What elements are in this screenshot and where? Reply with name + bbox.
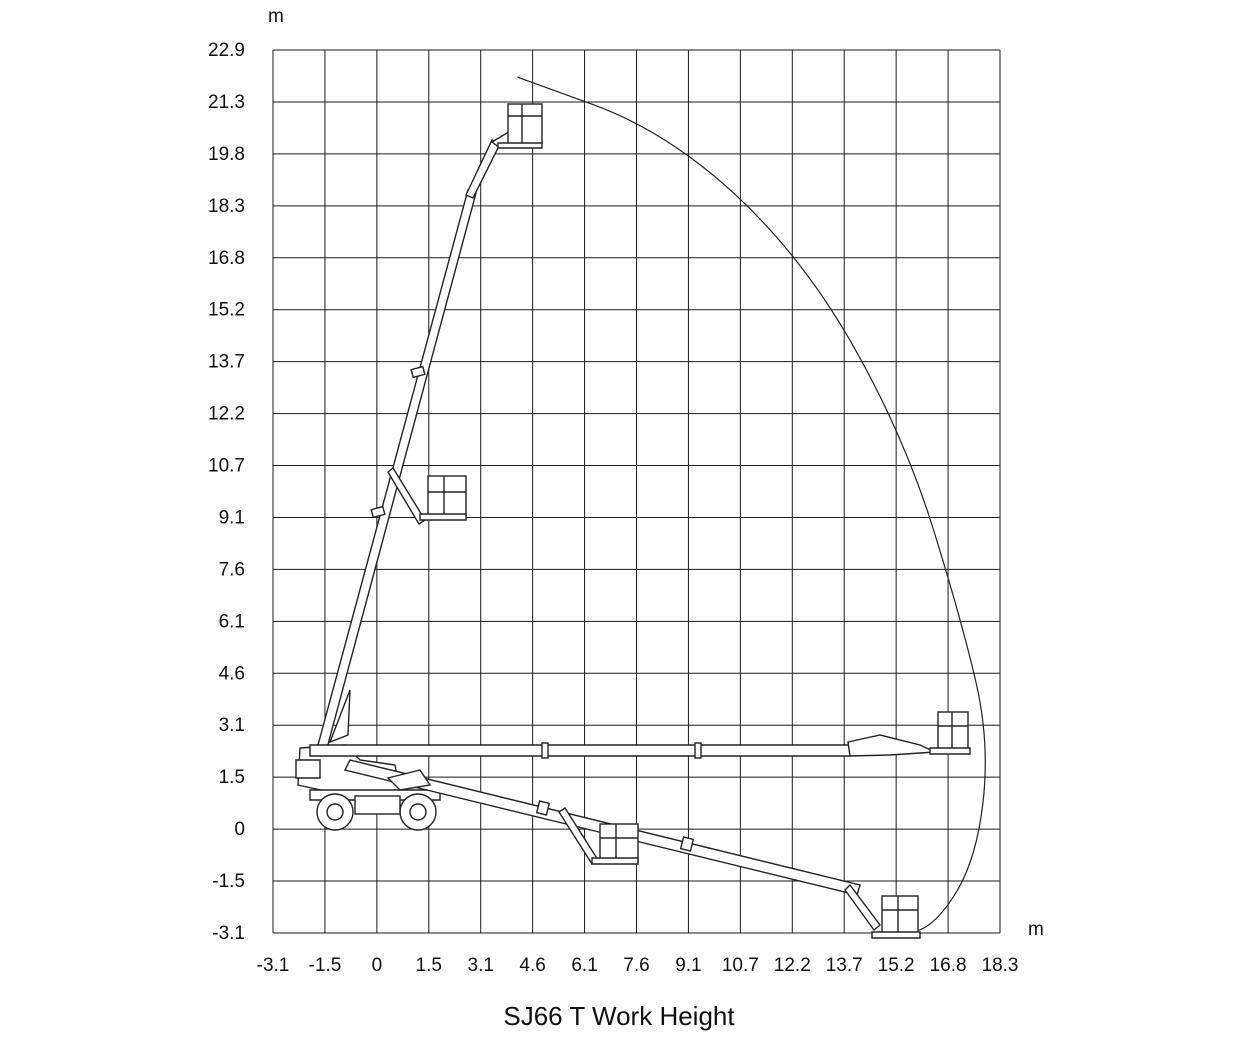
x-tick-label: 10.7: [721, 955, 759, 976]
y-tick-label: 10.7: [208, 455, 245, 477]
y-tick-label: 3.1: [218, 715, 245, 737]
y-tick-label: 13.7: [208, 351, 245, 373]
y-axis-ticks: [208, 40, 245, 944]
x-axis-ticks: [257, 955, 1019, 976]
x-tick-label: 1.5: [415, 955, 442, 976]
x-tick-label: 4.6: [519, 955, 546, 976]
x-tick-label: -1.5: [308, 955, 342, 976]
y-tick-label: 7.6: [218, 559, 245, 581]
y-tick-label: 9.1: [218, 507, 245, 529]
x-tick-label: 12.2: [773, 955, 811, 976]
x-tick-label: -3.1: [256, 955, 290, 976]
x-axis-unit: m: [1028, 919, 1044, 940]
x-tick-label: 9.1: [675, 955, 702, 976]
machine-illustration: [296, 104, 970, 938]
x-tick-label: 0: [371, 955, 383, 976]
y-tick-label: 1.5: [218, 767, 245, 789]
y-tick-label: 16.8: [208, 247, 245, 269]
y-tick-label: 12.2: [208, 403, 245, 425]
x-tick-label: 16.8: [929, 955, 967, 976]
x-tick-label: 6.1: [571, 955, 598, 976]
y-tick-label: -3.1: [212, 923, 245, 944]
x-tick-label: 3.1: [467, 955, 494, 976]
chart-title: SJ66 T Work Height: [503, 1001, 735, 1031]
y-tick-label: 21.3: [208, 91, 245, 113]
y-tick-label: -1.5: [212, 871, 245, 893]
x-tick-label: 7.6: [623, 955, 650, 976]
basket-low-position: [559, 808, 638, 864]
y-tick-label: 19.8: [208, 143, 245, 165]
y-tick-label: 15.2: [208, 299, 245, 321]
y-tick-label: 22.9: [208, 40, 245, 61]
y-tick-label: 6.1: [218, 611, 245, 633]
y-tick-label: 0: [234, 819, 245, 841]
boom-max-height: [318, 104, 542, 748]
y-axis-unit: m: [268, 6, 284, 27]
boom-horizontal: [310, 712, 970, 758]
x-tick-label: 18.3: [981, 955, 1019, 976]
x-tick-label: 15.2: [877, 955, 915, 976]
y-tick-label: 18.3: [208, 195, 245, 217]
y-tick-label: 4.6: [218, 663, 245, 685]
x-tick-label: 13.7: [825, 955, 863, 976]
